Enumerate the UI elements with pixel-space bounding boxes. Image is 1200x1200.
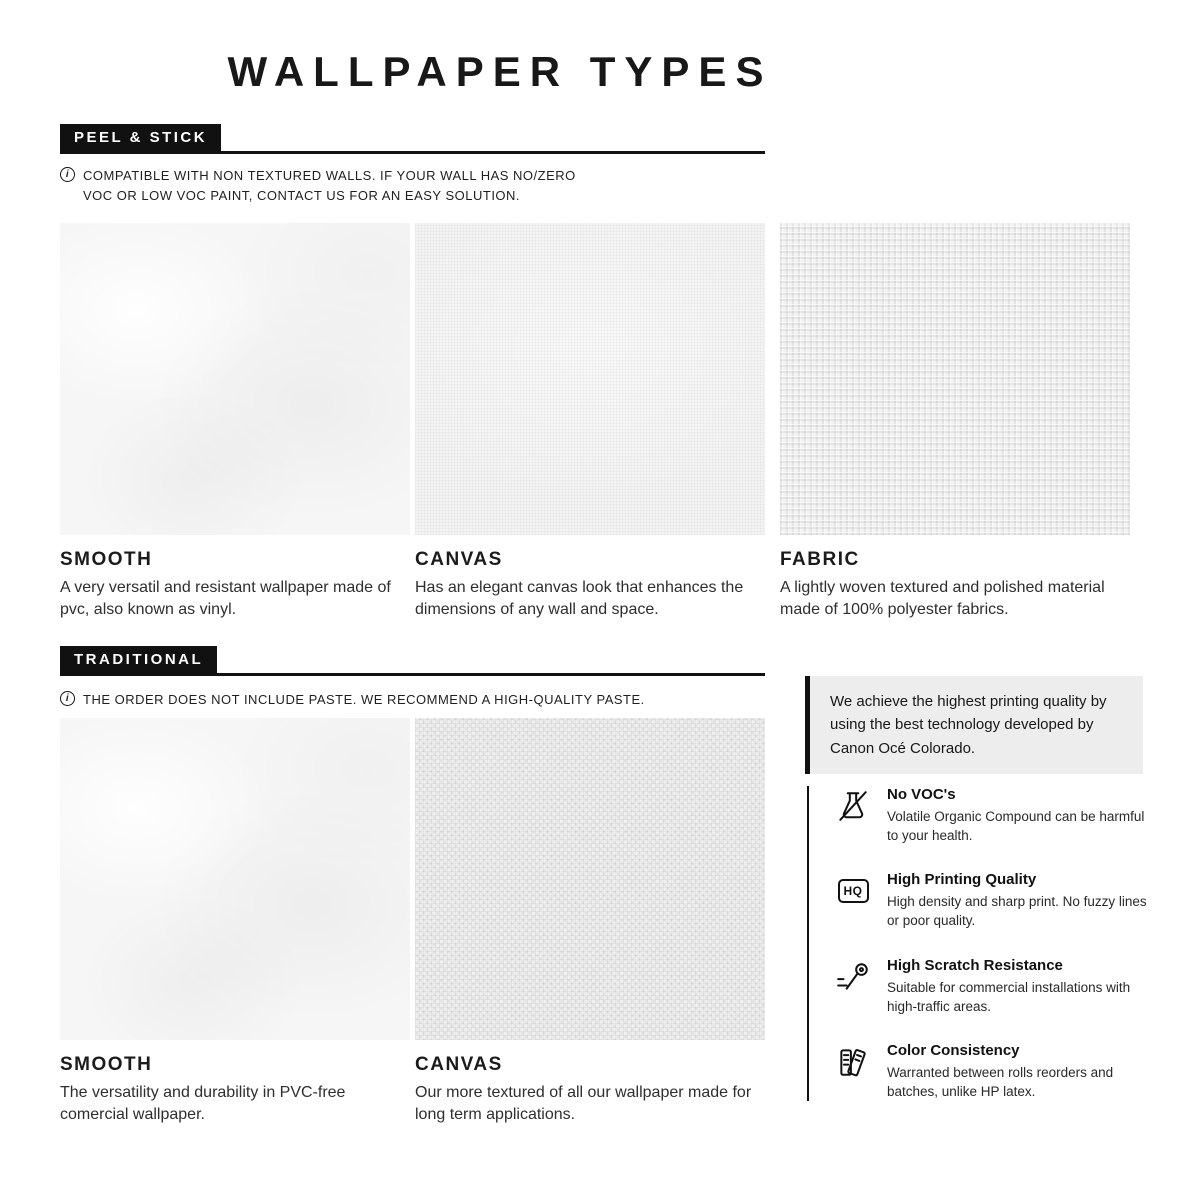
swatch-description: Our more textured of all our wallpaper made for long term applications. <box>415 1084 752 1123</box>
feature-color-consistency <box>833 1042 1147 1101</box>
feature-text <box>887 957 1147 1016</box>
smooth-texture-image <box>60 718 410 1040</box>
feature-description: High density and sharp print. No fuzzy lines or poor quality. <box>887 894 1147 929</box>
smooth-texture-image <box>60 223 410 535</box>
swatch-card-canvas-traditional <box>415 718 765 1125</box>
feature-text <box>887 786 1147 845</box>
no-voc-icon <box>833 786 873 826</box>
feature-text <box>887 1042 1147 1101</box>
feature-title: High Scratch Resistance <box>887 956 1063 974</box>
note-peel-stick <box>60 166 605 205</box>
swatch-card-smooth-traditional <box>60 718 410 1125</box>
traditional-badge: TRADITIONAL <box>60 646 217 673</box>
canvas-texture-image <box>415 718 765 1040</box>
color-consistency-icon <box>833 1042 873 1082</box>
swatch-name: CANVAS <box>415 549 503 570</box>
swatch-name: SMOOTH <box>60 549 153 570</box>
peel-stick-badge: PEEL & STICK <box>60 124 221 151</box>
swatch-description: Has an elegant canvas look that enhances the dimensions of any wall and space. <box>415 579 744 618</box>
swatch-name: CANVAS <box>415 1054 503 1075</box>
page-title: WALLPAPER TYPES <box>227 48 773 95</box>
info-icon: i <box>60 691 75 706</box>
feature-no-voc <box>833 786 1147 845</box>
swatch-name: FABRIC <box>780 549 860 570</box>
swatch-description: The versatility and durability in PVC-free comercial wallpaper. <box>60 1084 346 1123</box>
swatch-name: SMOOTH <box>60 1054 153 1075</box>
feature-list <box>807 786 1147 1101</box>
note-text: THE ORDER DOES NOT INCLUDE PASTE. WE RECOMMEND A HIGH-QUALITY PASTE. <box>83 692 645 707</box>
feature-scratch-resistance <box>833 957 1147 1016</box>
swatch-card-fabric-peel <box>780 223 1130 620</box>
section-header-traditional <box>60 646 765 676</box>
note-text: COMPATIBLE WITH NON TEXTURED WALLS. IF YOUR WALL HAS NO/ZERO VOC OR LOW VOC PAINT, CONTACT US FOR AN EASY SOLUTION. <box>83 168 576 203</box>
swatch-card-smooth-peel <box>60 223 410 620</box>
feature-description: Warranted between rolls reorders and batches, unlike HP latex. <box>887 1064 1114 1100</box>
feature-description: Suitable for commercial installations with high-traffic areas. <box>887 979 1131 1014</box>
feature-description: Volatile Organic Compound can be harmful to your health. <box>887 809 1145 844</box>
swatch-description: A lightly woven textured and polished material made of 100% polyester fabrics. <box>780 579 1105 618</box>
high-printing-quality-icon <box>833 871 873 911</box>
fabric-texture-image <box>780 223 1130 535</box>
note-traditional <box>60 690 740 710</box>
section-header-peel-stick <box>60 124 765 154</box>
feature-title: No VOC's <box>887 786 956 803</box>
feature-text <box>887 871 1147 930</box>
hq-glyph: HQ <box>838 879 869 903</box>
feature-title: Color Consistency <box>887 1041 1020 1059</box>
swatch-description: A very versatil and resistant wallpaper made of pvc, also known as vinyl. <box>60 579 391 618</box>
feature-title: High Printing Quality <box>887 871 1037 889</box>
canvas-texture-image <box>415 223 765 535</box>
feature-high-printing-quality <box>833 871 1147 930</box>
swatch-card-canvas-peel <box>415 223 765 620</box>
scratch-resistance-icon <box>833 957 873 997</box>
info-icon: i <box>60 167 75 182</box>
printing-quality-callout: We achieve the highest printing quality by using the best technology developed by Canon Océ Colorado. <box>805 676 1143 774</box>
